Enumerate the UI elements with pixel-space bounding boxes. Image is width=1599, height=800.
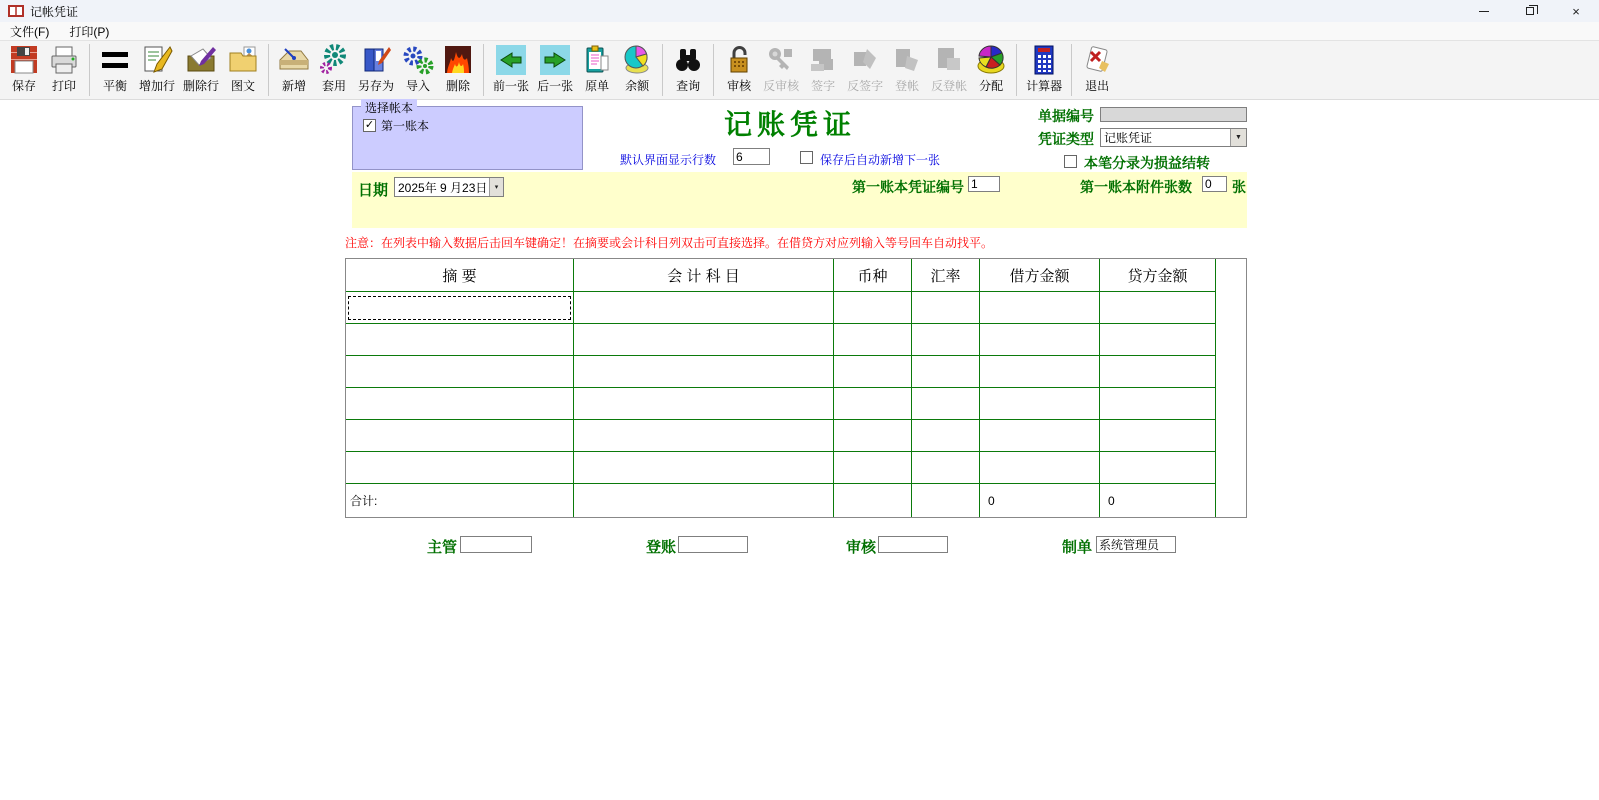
image-doc-icon	[227, 44, 259, 76]
toolbar-prev[interactable]: 前一张	[489, 43, 533, 95]
save-as-icon	[360, 44, 392, 76]
total-debit: 0	[980, 484, 1100, 517]
col-header-account: 会 计 科 目	[574, 259, 834, 292]
balance-pie-icon	[621, 44, 653, 76]
table-cell-credit[interactable]	[1100, 324, 1216, 356]
supervisor-input[interactable]	[460, 536, 532, 553]
menu-print[interactable]: 打印(P)	[69, 24, 110, 39]
auditor-label: 审核	[846, 539, 877, 556]
table-cell-rate[interactable]	[912, 452, 980, 484]
titlebar	[0, 0, 1599, 22]
table-cell-currency[interactable]	[834, 452, 912, 484]
table-cell-currency[interactable]	[834, 420, 912, 452]
toolbar-calculator[interactable]: 计算器	[1022, 43, 1066, 95]
table-cell-rate[interactable]	[912, 292, 980, 324]
save-icon	[8, 44, 40, 76]
date-combo[interactable]	[394, 177, 504, 197]
table-cell-account[interactable]	[574, 388, 834, 420]
toolbar-save[interactable]: 保存	[4, 43, 44, 95]
total-currency-cell	[834, 484, 912, 517]
bookkeeper-input[interactable]	[678, 536, 748, 553]
minimize-button[interactable]	[1461, 0, 1507, 22]
new-icon	[278, 44, 310, 76]
search-icon	[672, 44, 704, 76]
unpost-icon	[933, 44, 965, 76]
toolbar-balance-amount[interactable]: 余额	[617, 43, 657, 95]
original-icon	[581, 44, 613, 76]
toolbar-delete[interactable]: 删除	[438, 43, 478, 95]
table-cell-rate[interactable]	[912, 324, 980, 356]
toolbar-sign: 签字	[803, 43, 843, 95]
col-header-summary: 摘 要	[346, 259, 574, 292]
prev-icon	[495, 44, 527, 76]
col-header-credit: 贷方金额	[1100, 259, 1216, 292]
table-tail-column	[1216, 292, 1246, 324]
calculator-icon	[1028, 44, 1060, 76]
col-header-debit: 借方金额	[980, 259, 1100, 292]
selected-cell-marker[interactable]	[348, 296, 571, 320]
toolbar-separator	[1016, 44, 1017, 96]
post-icon	[891, 44, 923, 76]
rows-setting-input[interactable]	[733, 148, 770, 165]
exit-icon	[1081, 44, 1113, 76]
toolbar-separator	[1071, 44, 1072, 96]
voucher-table	[345, 258, 1247, 518]
close-button[interactable]: ×	[1572, 3, 1580, 19]
table-cell-account[interactable]	[574, 324, 834, 356]
table-cell-debit[interactable]	[980, 388, 1100, 420]
auto-new-label: 保存后自动新增下一张	[820, 153, 941, 167]
table-cell-currency[interactable]	[834, 356, 912, 388]
table-cell-rate[interactable]	[912, 388, 980, 420]
voucher-no-label: 第一账本凭证编号	[852, 179, 964, 195]
table-cell-rate[interactable]	[912, 420, 980, 452]
table-cell-account[interactable]	[574, 356, 834, 388]
date-label: 日期	[358, 182, 389, 199]
table-tail-column	[1216, 259, 1246, 292]
toolbar-new[interactable]: 新增	[274, 43, 314, 95]
table-cell-account[interactable]	[574, 452, 834, 484]
table-tail-column	[1216, 452, 1246, 484]
sign-icon	[807, 44, 839, 76]
table-cell-credit[interactable]	[1100, 452, 1216, 484]
table-cell-summary[interactable]	[346, 388, 574, 420]
table-cell-debit[interactable]	[980, 356, 1100, 388]
table-cell-credit[interactable]	[1100, 420, 1216, 452]
toolbar-delete-row[interactable]: 删除行	[179, 43, 223, 95]
col-header-currency: 币种	[834, 259, 912, 292]
ledger-groupbox	[352, 101, 583, 170]
toolbar-original[interactable]: 原单	[577, 43, 617, 95]
toolbar-exit[interactable]: 退出	[1077, 43, 1117, 95]
next-icon	[539, 44, 571, 76]
toolbar-separator	[268, 44, 269, 96]
toolbar-apply[interactable]: 套用	[314, 43, 354, 95]
menubar	[0, 22, 1599, 41]
table-cell-credit[interactable]	[1100, 388, 1216, 420]
ledger-checkbox[interactable]: ✓	[364, 119, 375, 131]
toolbar	[0, 41, 1599, 100]
table-tail-column	[1216, 388, 1246, 420]
table-tail-column	[1216, 324, 1246, 356]
table-cell-currency[interactable]	[834, 324, 912, 356]
table-cell-debit[interactable]	[980, 292, 1100, 324]
toolbar-balance[interactable]: 平衡	[95, 43, 135, 95]
notice-text: 注意：在列表中输入数据后击回车键确定！在摘要或会计科目列双击可直接选择。在借贷方对应列输入等号回车自动找平。	[345, 236, 994, 250]
table-cell-credit[interactable]	[1100, 356, 1216, 388]
balance-icon	[99, 44, 131, 76]
table-cell-currency[interactable]	[834, 388, 912, 420]
col-header-rate: 汇率	[912, 259, 980, 292]
total-account-cell	[574, 484, 834, 517]
table-cell-debit[interactable]	[980, 452, 1100, 484]
delete-row-icon	[185, 44, 217, 76]
ledger-groupbox-title: 选择帐本	[361, 99, 417, 116]
table-cell-debit[interactable]	[980, 420, 1100, 452]
ledger-checkbox-label: 第一账本	[381, 119, 430, 133]
table-cell-credit[interactable]	[1100, 292, 1216, 324]
toolbar-print[interactable]: 打印	[44, 43, 84, 95]
auditor-input[interactable]	[878, 536, 948, 553]
auto-new-checkbox[interactable]	[800, 151, 813, 164]
toolbar-next[interactable]: 后一张	[533, 43, 577, 95]
add-row-icon	[141, 44, 173, 76]
table-cell-summary[interactable]	[346, 324, 574, 356]
table-tail-column	[1216, 356, 1246, 388]
table-tail-column	[1216, 484, 1246, 517]
supervisor-label: 主管	[427, 539, 458, 556]
voucher-type-label: 凭证类型	[1038, 131, 1094, 147]
toolbar-audit[interactable]: 审核	[719, 43, 759, 95]
table-cell-account[interactable]	[574, 420, 834, 452]
doc-no-input	[1100, 107, 1247, 122]
total-label: 合计:	[346, 484, 574, 517]
toolbar-unsign: 反签字	[843, 43, 887, 95]
print-icon	[48, 44, 80, 76]
toolbar-separator	[89, 44, 90, 96]
audit-lock-icon	[723, 44, 755, 76]
total-rate-cell	[912, 484, 980, 517]
attachments-suffix: 张	[1232, 179, 1246, 195]
attachments-label: 第一账本附件张数	[1080, 179, 1192, 195]
toolbar-post: 登帐	[887, 43, 927, 95]
delete-icon	[442, 44, 474, 76]
chevron-down-icon[interactable]: ▼	[1230, 129, 1246, 146]
table-cell-summary[interactable]	[346, 292, 574, 324]
preparer-label: 制单	[1062, 539, 1093, 556]
chevron-down-icon[interactable]: ▾	[489, 178, 503, 196]
table-tail-column	[1216, 420, 1246, 452]
unsign-icon	[849, 44, 881, 76]
pl-transfer-label: 本笔分录为损益结转	[1084, 155, 1210, 171]
toolbar-save-as[interactable]: 另存为	[354, 43, 398, 95]
page-title: 记账凭证	[723, 110, 856, 141]
toolbar-separator	[483, 44, 484, 96]
table-cell-currency[interactable]	[834, 292, 912, 324]
menu-file[interactable]: 文件(F)	[10, 24, 50, 39]
voucher-type-combo[interactable]	[1100, 128, 1247, 147]
toolbar-separator	[713, 44, 714, 96]
apply-icon	[318, 44, 350, 76]
toolbar-unaudit: 反审核	[759, 43, 803, 95]
unaudit-icon	[765, 44, 797, 76]
rows-setting-label: 默认界面显示行数	[620, 153, 717, 167]
voucher-type-value: 记账凭证	[1104, 131, 1153, 145]
table-cell-rate[interactable]	[912, 356, 980, 388]
import-icon	[402, 44, 434, 76]
toolbar-allocate[interactable]: 分配	[971, 43, 1011, 95]
toolbar-add-row[interactable]: 增加行	[135, 43, 179, 95]
preparer-input[interactable]	[1096, 536, 1176, 553]
toolbar-separator	[662, 44, 663, 96]
table-cell-summary[interactable]	[346, 452, 574, 484]
total-credit: 0	[1100, 484, 1216, 517]
pl-transfer-checkbox[interactable]	[1064, 155, 1077, 168]
toolbar-image-doc[interactable]: 图文	[223, 43, 263, 95]
app-book-icon	[8, 4, 24, 18]
bookkeeper-label: 登账	[646, 539, 677, 556]
table-cell-summary[interactable]	[346, 356, 574, 388]
toolbar-query[interactable]: 查询	[668, 43, 708, 95]
toolbar-import[interactable]: 导入	[398, 43, 438, 95]
table-cell-summary[interactable]	[346, 420, 574, 452]
attachments-input[interactable]	[1202, 176, 1227, 192]
allocate-pie-icon	[975, 44, 1007, 76]
date-value: 2025年 9 月23日	[398, 180, 488, 195]
voucher-no-input[interactable]	[968, 176, 1000, 192]
restore-button[interactable]	[1507, 0, 1553, 22]
table-cell-account[interactable]	[574, 292, 834, 324]
doc-no-label: 单据编号	[1038, 108, 1094, 124]
window-title: 记帐凭证	[30, 4, 79, 19]
toolbar-unpost: 反登帐	[927, 43, 971, 95]
table-cell-debit[interactable]	[980, 324, 1100, 356]
